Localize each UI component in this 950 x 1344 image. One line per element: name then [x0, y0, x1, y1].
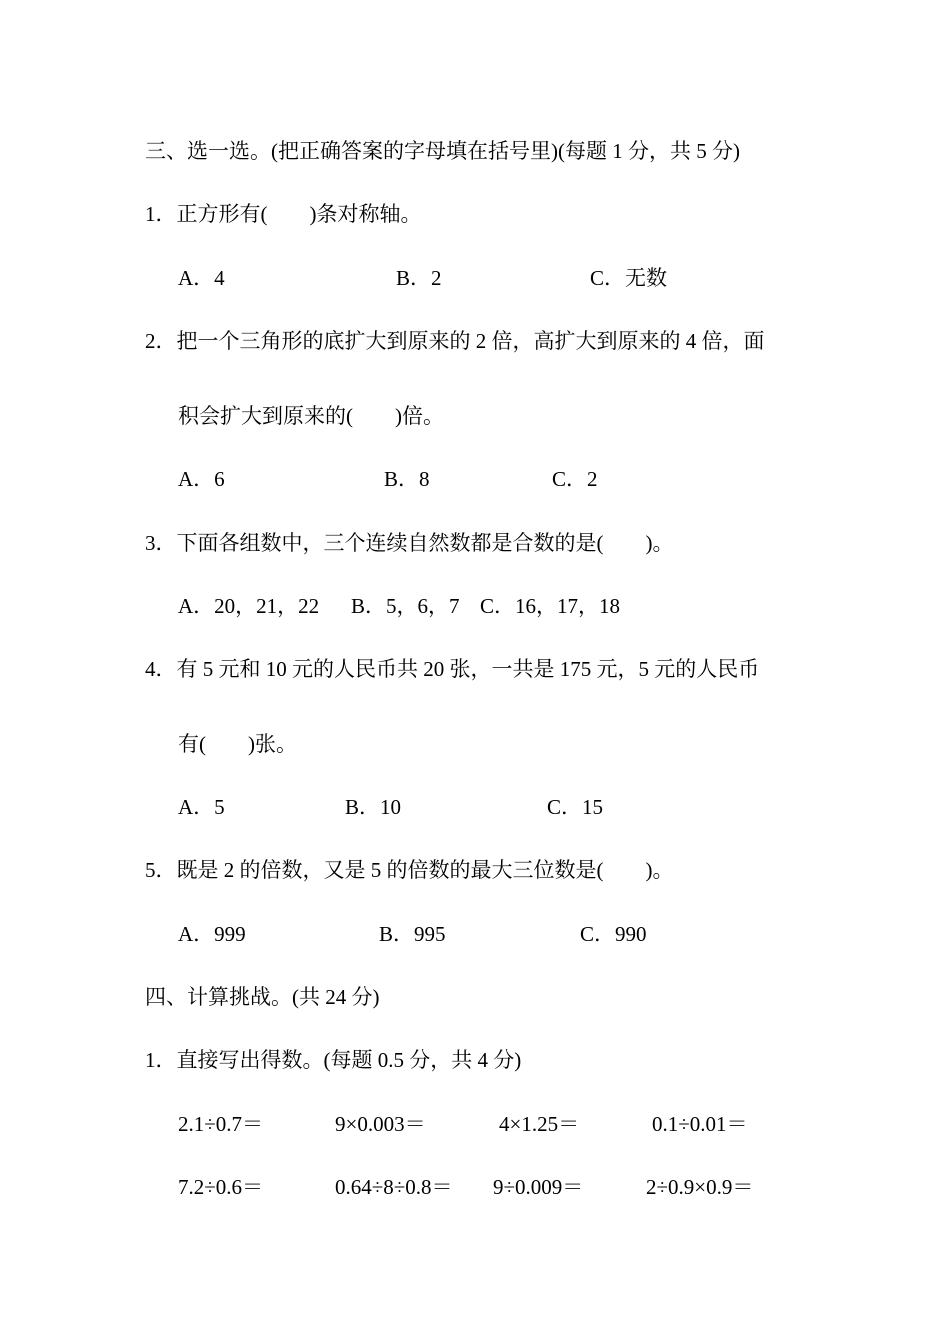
calc-item: 9×0.003＝ [335, 1112, 426, 1136]
calc-item: 9÷0.009＝ [493, 1175, 584, 1199]
section-4-heading: 四、计算挑战。(共 24 分) [145, 985, 380, 1009]
question-4-text-line-1: 4．有 5 元和 10 元的人民币共 20 张，一共是 175 元，5 元的人民币 [145, 657, 760, 681]
calc-item: 4×1.25＝ [499, 1112, 580, 1136]
question-3-text: 3．下面各组数中，三个连续自然数都是合数的是( )。 [145, 531, 674, 555]
calc-item: 0.64÷8÷0.8＝ [335, 1175, 453, 1199]
question-5-text: 5．既是 2 的倍数，又是 5 的倍数的最大三位数是( )。 [145, 858, 674, 882]
question-2-option-c: C．2 [552, 467, 598, 491]
section-3-heading: 三、选一选。(把正确答案的字母填在括号里)(每题 1 分，共 5 分) [145, 139, 740, 163]
question-4-option-c: C．15 [547, 795, 604, 819]
question-1-option-c: C．无数 [590, 266, 668, 290]
question-4-option-b: B．10 [345, 795, 402, 819]
question-4-text-line-2: 有( )张。 [178, 732, 297, 756]
question-3-option-b: B．5，6，7 [351, 594, 460, 618]
calc-item: 7.2÷0.6＝ [178, 1175, 264, 1199]
question-5-option-b: B．995 [379, 922, 446, 946]
question-1-option-b: B．2 [396, 266, 442, 290]
question-2-option-a: A．6 [178, 467, 225, 491]
question-3-option-a: A．20，21，22 [178, 594, 320, 618]
question-1-option-a: A．4 [178, 266, 225, 290]
calc-item: 2÷0.9×0.9＝ [646, 1175, 754, 1199]
question-2-text-line-1: 2．把一个三角形的底扩大到原来的 2 倍，高扩大到原来的 4 倍，面 [145, 329, 765, 353]
question-3-option-c: C．16，17，18 [480, 594, 621, 618]
question-1-text: 1．正方形有( )条对称轴。 [145, 202, 422, 226]
question-4-option-a: A．5 [178, 795, 225, 819]
question-2-text-line-2: 积会扩大到原来的( )倍。 [178, 404, 444, 428]
question-2-option-b: B．8 [384, 467, 430, 491]
calc-item: 0.1÷0.01＝ [652, 1112, 748, 1136]
calc-item: 2.1÷0.7＝ [178, 1112, 264, 1136]
question-5-option-c: C．990 [580, 922, 647, 946]
question-5-option-a: A．999 [178, 922, 246, 946]
calc-subsection-1-title: 1．直接写出得数。(每题 0.5 分，共 4 分) [145, 1048, 522, 1072]
